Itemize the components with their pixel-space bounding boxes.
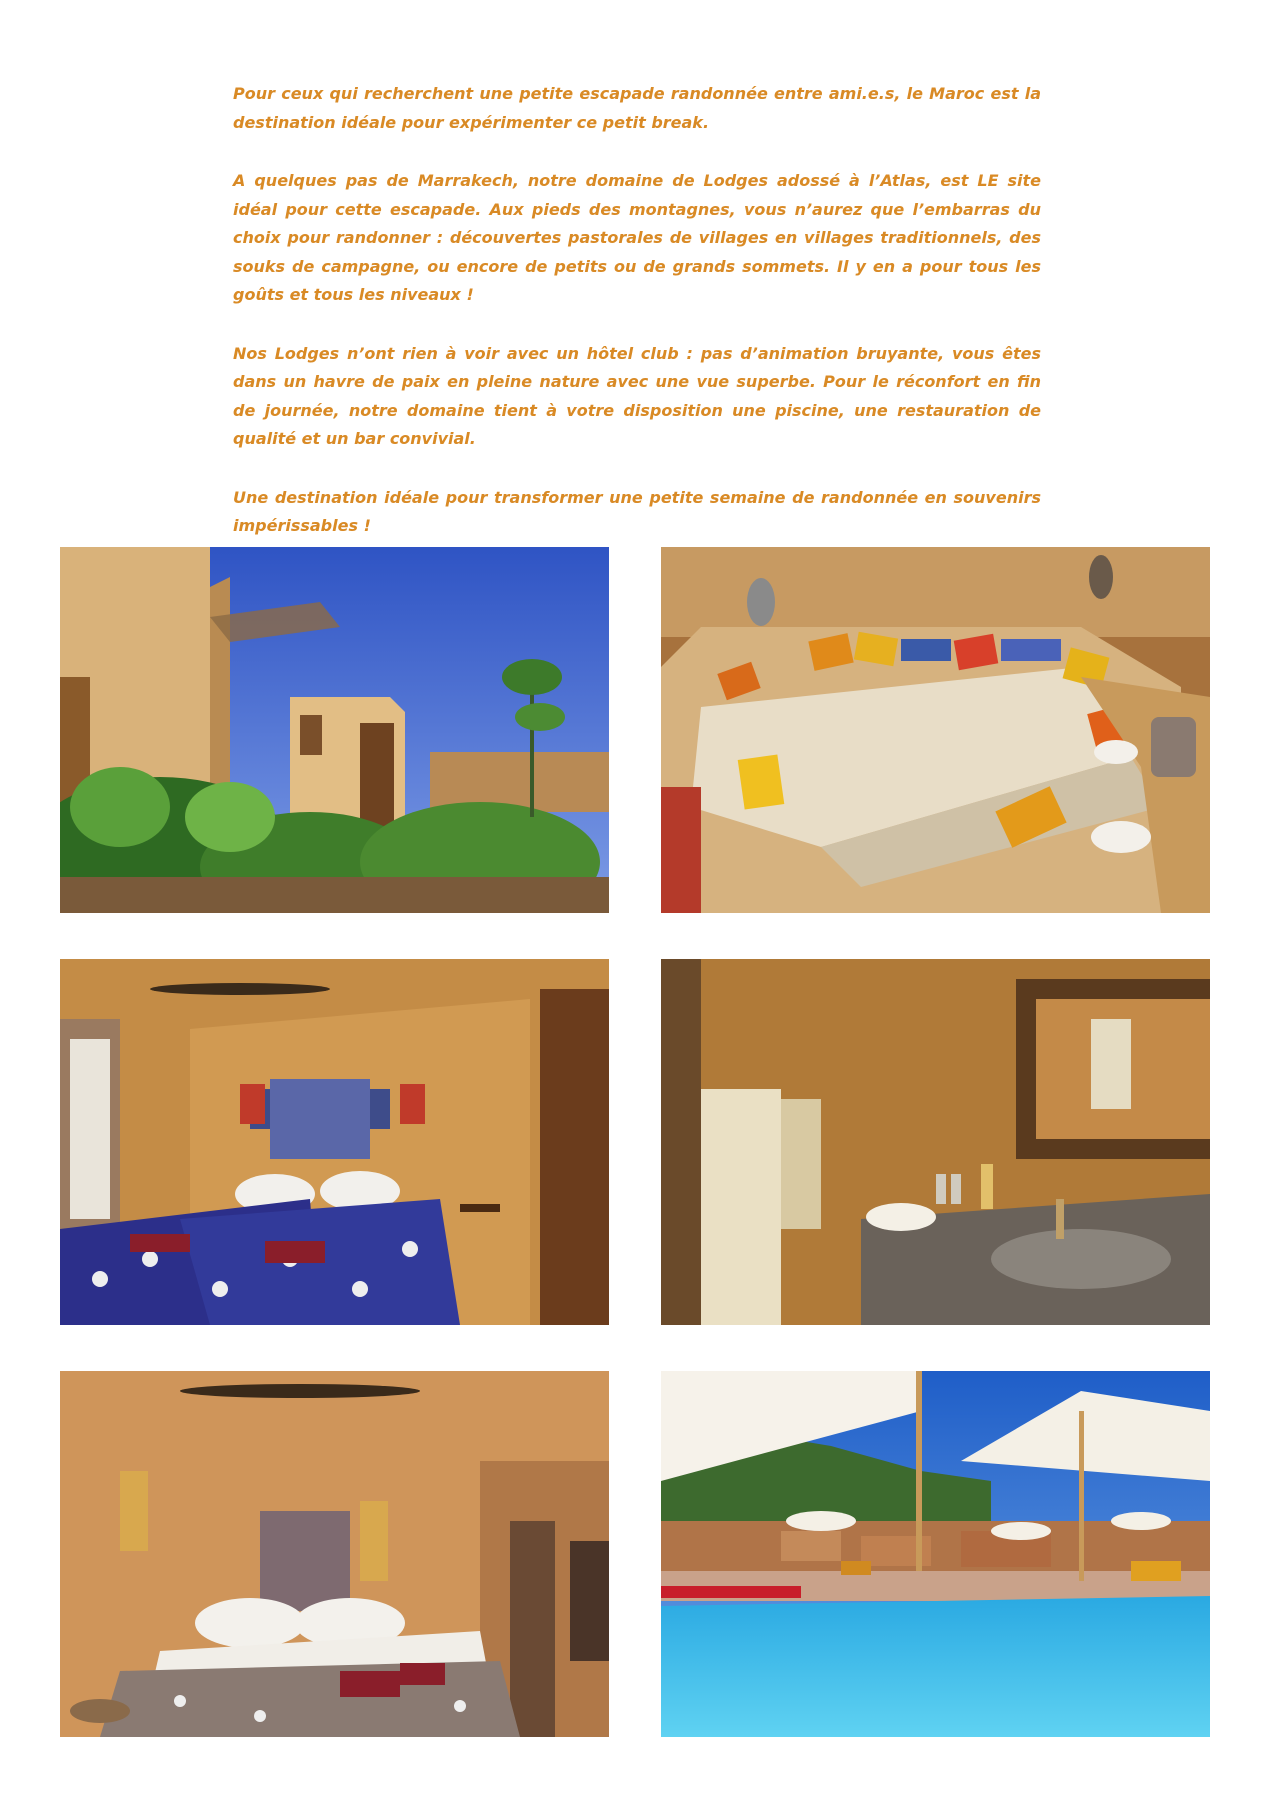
photo-double-bedroom [60, 1371, 609, 1737]
intro-paragraph-4: Une destination idéale pour transformer une petite semaine de randonnée en souvenirs impérissables ! [233, 487, 1041, 535]
intro-paragraph-3: Nos Lodges n’ont rien à voir avec un hôtel club : pas d’animation bruyante, vous êtes dans un havre de paix en pleine nature avec une vue superbe. Pour le réconfort en fin de journée, notre domaine tient à votre disposition une piscine, une restauration de qualité et un bar convivial. [233, 343, 1041, 448]
photo-lodge-exterior [60, 547, 609, 913]
intro-paragraph-1: Pour ceux qui recherchent une petite escapade randonnée entre ami.e.s, le Maroc est la destination idéale pour expérimenter ce petit break. [233, 84, 1041, 132]
photo-swimming-pool [661, 1371, 1210, 1737]
photo-bathroom [661, 959, 1210, 1325]
photo-lounge-cushions [661, 547, 1210, 913]
photo-twin-bedroom [60, 959, 609, 1325]
intro-paragraph-2: A quelques pas de Marrakech, notre domaine de Lodges adossé à l’Atlas, est LE site idéal pour cette escapade. Aux pieds des montagnes, vous n’aurez que l’embarras du choix pour randonner : découvertes pastorales de villages en villages traditionnels, des souks de campagne, ou encore de petits ou de grands sommets. Il y en a pour tous les goûts et tous les niveaux ! [233, 171, 1041, 304]
intro-text [233, 80, 1041, 571]
